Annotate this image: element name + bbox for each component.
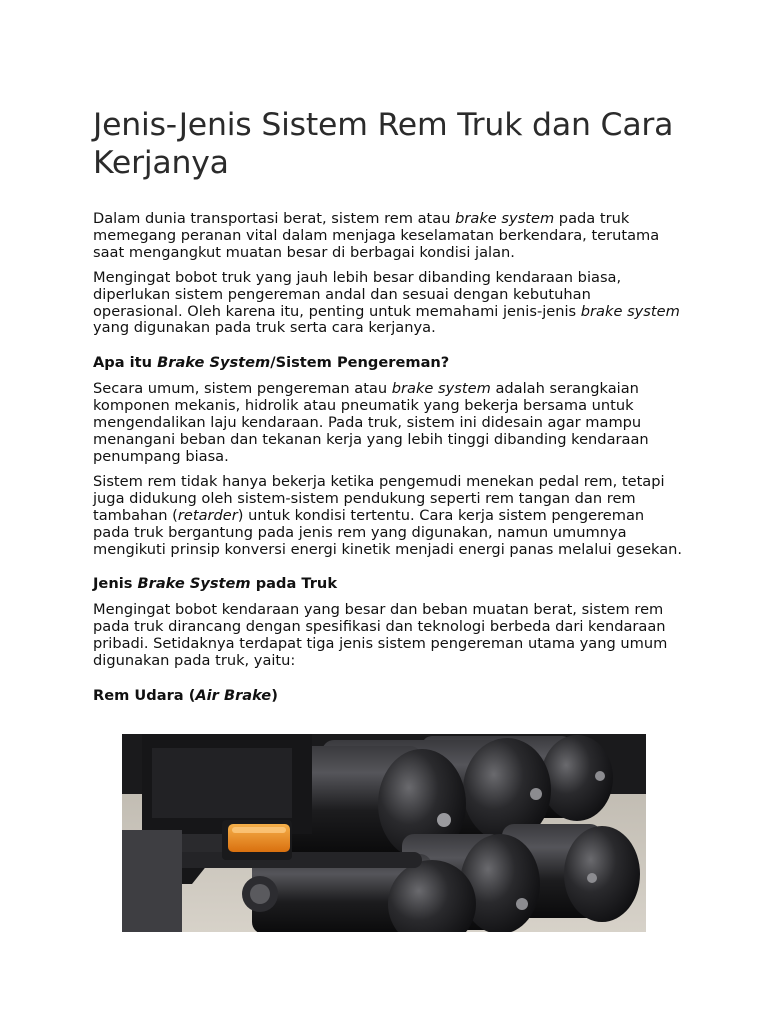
text-run: Rem Udara ( (93, 687, 196, 705)
text-run: Secara umum, sistem pengereman atau (93, 380, 392, 398)
section2-paragraph-1: Mengingat bobot kendaraan yang besar dan beban muatan berat, sistem rem pada truk dirancang dengan spesifikasi dan teknologi berbeda dari kendaraan pribadi. Setidaknya terdapat tiga jenis sistem pengereman utama yang umum digunakan pada truk, yaitu: (93, 601, 668, 670)
intro-paragraph-2 (93, 270, 683, 338)
section-heading-brake-system (93, 354, 683, 371)
subheading-air-brake (93, 687, 683, 704)
section-heading-brake-types (93, 575, 683, 592)
document-page (93, 106, 683, 712)
text-run: Dalam dunia transportasi berat, sistem rem atau (93, 210, 456, 227)
text-run: adalah serangkaian komponen mekanis, hidrolik atau pneumatik yang bekerja bersama untuk mengendalikan laju kendaraan. Pada truk, sistem ini didesain agar mampu menangani beban dan tekanan kerja yang lebih tinggi dibanding kendaraan penumpang biasa. (93, 380, 649, 465)
text-run: ) (271, 687, 278, 705)
intro-paragraph-1 (93, 211, 683, 262)
text-run: yang digunakan pada truk serta cara kerjanya. (93, 319, 436, 337)
emphasis: brake system (391, 380, 491, 398)
text-run: Mengingat bobot truk yang jauh lebih besar dibanding kendaraan biasa, diperlukan sistem pengereman andal dan sesuai dengan kebutuhan operasional. Oleh karena itu, penting untuk memahami jenis-jenis (93, 268, 622, 320)
emphasis: retarder (177, 506, 238, 524)
text-run: pada truk memegang peranan vital dalam menjaga keselamatan berkendara, terutama saat mengangkut muatan besar di berbagai kondisi jalan. (93, 210, 660, 261)
air-brake-tanks-illustration (122, 734, 646, 932)
emphasis: Air Brake (195, 687, 272, 705)
text-run: Apa itu (93, 354, 158, 372)
text-run: Sistem rem tidak hanya bekerja ketika pengemudi menekan pedal rem, tetapi juga didukung oleh sistem-sistem pendukung seperti rem tangan dan rem tambahan ( (93, 472, 665, 524)
emphasis: brake system (580, 302, 680, 320)
text-run: Jenis (93, 575, 138, 593)
emphasis: Brake System (157, 354, 271, 372)
text-run: ) untuk kondisi tertentu. Cara kerja sistem pengereman pada truk bergantung pada jenis rem yang digunakan, namun umumnya mengikuti prinsip konversi energi kinetik menjadi energi panas melalui gesekan. (93, 506, 683, 558)
page-title: Jenis-Jenis Sistem Rem Truk dan Cara Kerjanya (93, 107, 674, 181)
text-run: pada Truk (250, 575, 338, 593)
air-brake-tanks-photo (122, 734, 646, 932)
section1-paragraph-1 (93, 381, 683, 466)
emphasis: brake system (455, 210, 555, 227)
text-run: /Sistem Pengereman? (270, 354, 450, 372)
section1-paragraph-2 (93, 474, 683, 559)
emphasis: Brake System (137, 575, 251, 593)
